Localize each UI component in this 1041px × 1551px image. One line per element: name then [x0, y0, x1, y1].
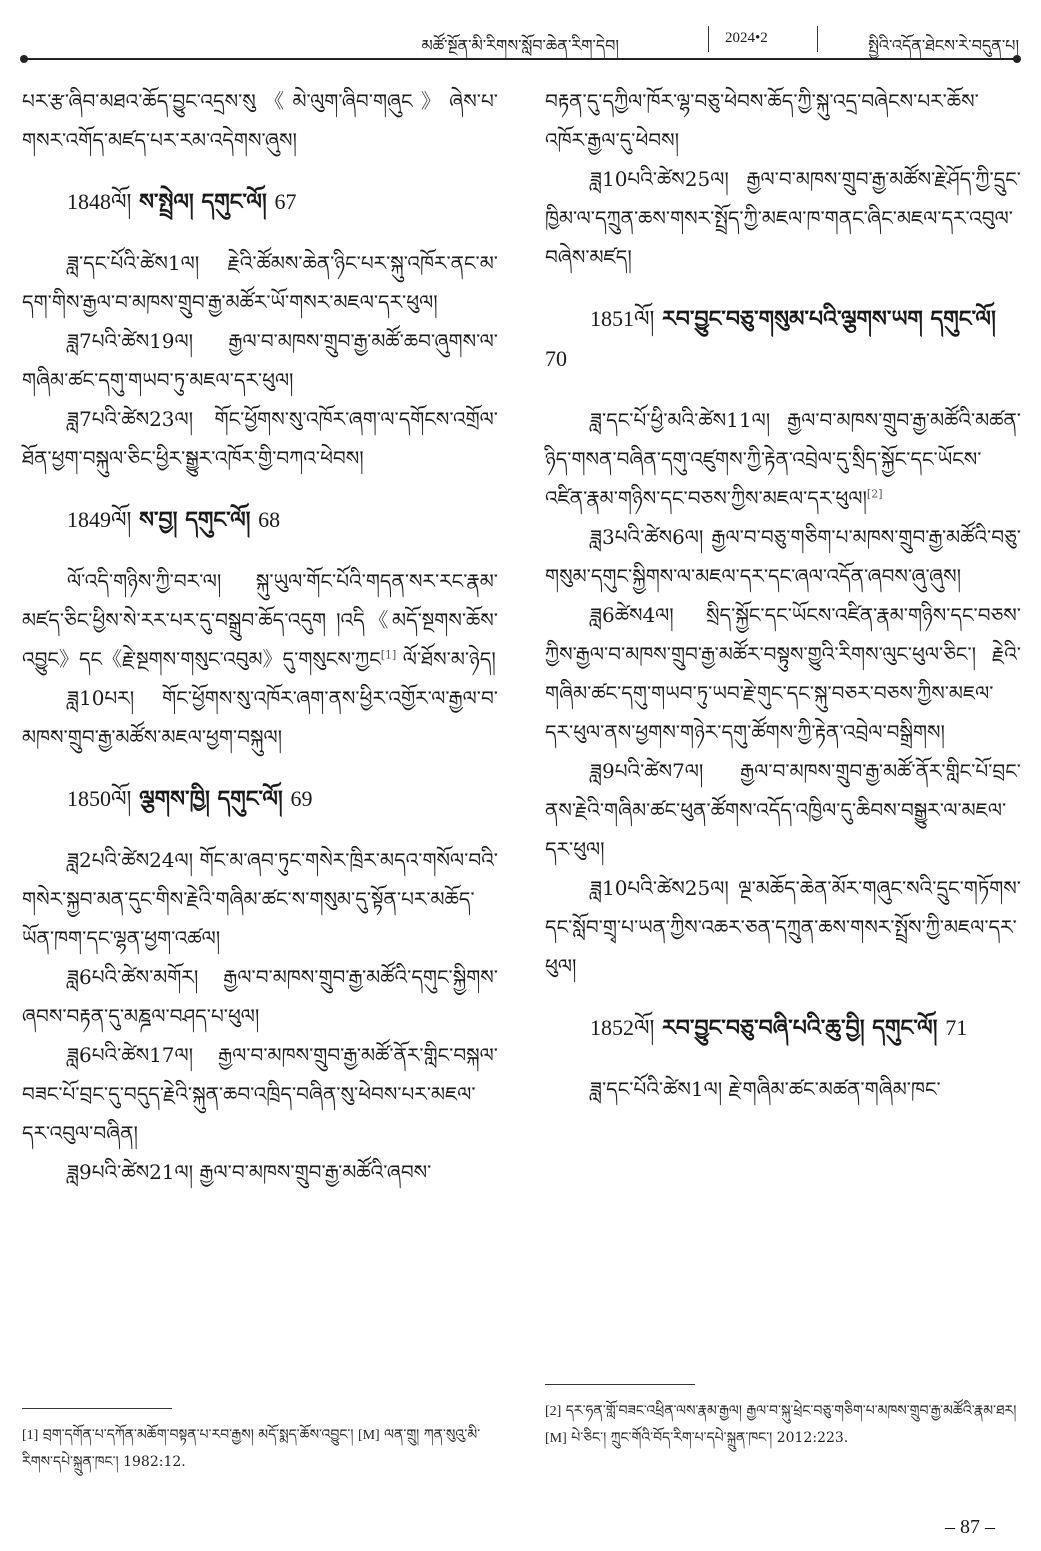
issue-number: 2024•2	[725, 30, 768, 46]
header-rule	[22, 58, 1019, 60]
section-heading-1852: 1852ལོ། རབ་བྱུང་བཅུ་བཞི་པའི་ཆུ་བྱི། དགུང་ལོ། 71	[590, 1015, 968, 1041]
paragraph: ཟླ9པའི་ཚེས21ལ། རྒྱལ་བ་མཁས་གྲུབ་རྒྱ་མཚོའི་ཞབས་	[67, 1160, 432, 1184]
paragraph: ཟླ6པའི་ཚེས17ལ། རྒྱལ་བ་མཁས་གྲུབ་རྒྱ་མཚོ་ནོར་གླིང་བསྐལ་བཟང་པོ་བྲང་དུ་བདུད་རྗེའི་སྐུན་ཆབ་འཁྲིད་བཞིན་སུ་ཕེབས་པར་མཇལ་དར་འབུལ་བཞིན།	[22, 1043, 498, 1145]
paragraph: ཟླ9པའི་ཚེས7ལ། རྒྱལ་བ་མཁས་གྲུབ་རྒྱ་མཚོ་ནོར་གླིང་པོ་བྲང་ནས་རྗེའི་གཞིམ་ཚང་ཕུན་ཚོགས་འདོད་འཁྱིལ་དུ་ཆིབས་བསྒྱུར་ལ་མཇལ་དར་ཕུལ།	[545, 759, 1021, 861]
footnote-rule	[545, 1384, 695, 1385]
section-heading-1851: 1851ལོ། རབ་བྱུང་བཅུ་གསུམ་པའི་ལྕགས་ཡག དགུང་ལོ། 70	[545, 306, 996, 371]
left-column	[22, 82, 498, 1192]
paragraph: ལོ་འདི་གཉིས་ཀྱི་བར་ལ། སྐུ་ཡུལ་གོང་པོའི་གདན་སར་རང་རྣམ་མཛད་ཅིང་ཕྱིས་སེ་རར་པར་དུ་བསྒྲུབ་ཆོད་འདུག །འདི《མདོ་སྔགས་ཆོས་འབྱུང》དང《རྗེ་སྔགས་གསུང་འབུམ》དུ་གསུངས་ཀྱང[1] ལོ་ཐོས་མ་ཉེད།	[22, 569, 498, 671]
section-heading-1849: 1849ལོ། ས་བྱ། དགུང་ལོ། 68	[67, 507, 281, 533]
paragraph: ཟླ10པའི་ཚེས25ལ། རྒྱལ་བ་མཁས་གྲུབ་རྒྱ་མཚོས་རྗེ་ཤོད་ཀྱི་དྲུང་ཁྱིམ་ལ་དཀྲུན་ཆས་གསར་སྤྲོད་ཀྱི་མཇལ་ཁ་གནང་ཞིང་མཇལ་དར་འབུལ་བཞེས་མཛད།	[545, 167, 1021, 269]
paragraph: ཟླ3པའི་ཚེས6ལ། རྒྱལ་བ་བཅུ་གཅིག་པ་མཁས་གྲུབ་རྒྱ་མཚོའི་བཅུ་གསུམ་དགུང་སྐྱིགས་ལ་མཇལ་དར་དང་ཞལ་འདོན་ཞབས་ཞུ་ཞུས།	[545, 525, 1021, 588]
paragraph: པར་རྩ་ཞིབ་མཐའ་ཆོད་བྱུང་འདྲས་སུ《མེ་ལུག་ཞིབ་གཞུང》ཞེས་པ་གསར་འགོད་མཛད་པར་རམ་འདེགས་ཞུས།	[22, 89, 498, 152]
header-separator	[708, 26, 709, 52]
footnote-2: [2] དར་ཧན་གློ་བཟང་འཕྲིན་ལས་རྣམ་རྒྱལ། རྒྱལ་བ་སྐུ་ཕྲེང་བཅུ་གཅིག་པ་མཁས་གྲུབ་རྒྱ་མཚོའི་རྣམ་ཐར། [M] པེ་ཅིང་། ཀྲུང་གོའི་བོད་རིག་པ་དཔེ་སྐྲུན་ཁང་། 2012:223.	[545, 1403, 1017, 1446]
footnote-1: [1] བྲག་དགོན་པ་དཀོན་མཆོག་བསྟན་པ་རབ་རྒྱས། མདོ་སྨད་ཆོས་འབྱུང་། [M] ལན་གྲུ། ཀན་སུའུ་མི་རིགས་དཔེ་སྐྲུན་ཁང་། 1982:12.	[22, 1427, 481, 1470]
paragraph: ཟླ7པའི་ཚེས19ལ། རྒྱལ་བ་མཁས་གྲུབ་རྒྱ་མཚོ་ཆབ་ཞུགས་ལ་གཞིམ་ཚང་དགུ་གཡབ་ཏུ་མཇལ་དར་ཕུལ།	[22, 329, 498, 392]
paragraph: ཟླ་དང་པོའི་ཚེས1ལ། རྗེའི་ཚོམས་ཆེན་ཉིང་པར་སྐུ་འཁོར་ནང་མ་དག་གིས་རྒྱལ་བ་མཁས་གྲུབ་རྒྱ་མཚོར་ཡོ་གསར་མཇལ་དར་ཕུལ།	[22, 251, 498, 314]
paragraph: ཟླ6ཚེས4ལ། སྲིད་སྐྱོང་དང་ཡོངས་འཛིན་རྣམ་གཉིས་དང་བཅས་ཀྱིས་རྒྱལ་བ་མཁས་གྲུབ་རྒྱ་མཚོར་བསྟུས་གྱུའི་རིགས་ལུང་ཕུལ་ཅིང་། རྗེའི་གཞིམ་ཚང་དགུ་གཡབ་ཏུ་ཡབ་རྗེ་གུང་དང་སྐུ་བཅར་བཅས་ཀྱིས་མཇལ་དར་ཕུལ་ནས་ཕྱགས་གཉེར་དགུ་ཚོགས་ཀྱི་རྟེན་འབྲེལ་བསྒྲིགས།	[545, 603, 1021, 744]
paragraph: ཟླ་དང་པོ་ཕྱི་མའི་ཚེས11ལ། རྒྱལ་བ་མཁས་གྲུབ་རྒྱ་མཚོའི་མཚན་ཉིད་གསན་བཞིན་དགུ་འཛུགས་ཀྱི་རྟེན་འབྲེལ་དུ་སྲིད་སྐྱོང་དང་ཡོངས་འཛིན་རྣམ་གཉིས་དང་བཅས་ཀྱིས་མཇལ་དར་ཕུལ།[2]	[545, 408, 1021, 510]
paragraph: ཟླ6པའི་ཚེས་མགོར། རྒྱལ་བ་མཁས་གྲུབ་རྒྱ་མཚོའི་དགུང་སྐྱིགས་ཞབས་བརྟན་དུ་མཎྜལ་བཤད་པ་ཕུལ།	[22, 965, 498, 1028]
header-separator	[817, 26, 818, 52]
paragraph: ཟླ་དང་པོའི་ཚེས1ལ། རྗེ་གཞིམ་ཚང་མཚན་གཞིམ་ཁང་	[590, 1077, 941, 1101]
paragraph: ཟླ7པའི་ཚེས23ལ། གོང་ཕྱོགས་སུ་འཁོར་ཞག་ལ་དགོངས་འགྲོལ་ཐོན་ཕྱག་བསྐུལ་ཅིང་ཕྱིར་སྒྱུར་འཁོར་གྱི་བཀའ་ཕེབས།	[22, 407, 498, 470]
right-column	[545, 82, 1021, 1109]
paragraph: ཟླ10པའི་ཚེས25ལ། ལྔ་མཆོད་ཆེན་མོར་གཞུང་སའི་དྲུང་གཏོགས་དང་སློབ་གྲྭ་པ་ཡན་ཀྱིས་འཆར་ཅན་དཀྲུན་ཆས་གསར་སྤྲོས་ཀྱི་མཇལ་དར་ཕུལ།	[545, 876, 1021, 978]
footnote-ref[interactable]: [2]	[866, 487, 883, 501]
footnote-ref[interactable]: [1]	[380, 648, 397, 662]
paragraph: ཟླ2པའི་ཚེས24ལ། གོང་མ་ཞབ་ཏུང་གསེར་ཁྲིར་མདའ་གསོལ་བའི་གསེར་སྐྱབ་མན་དུང་གིས་རྗེའི་གཞིམ་ཚང་ས་གསུམ་དུ་སྟོན་པར་མཆོད་ཡོན་ཁག་དང་ལྷན་ཕྱག་འཚལ།	[22, 848, 498, 950]
paragraph: བརྟན་དུ་དཀྱིལ་ཁོར་ལྷ་བཅུ་ཕེབས་ཆོད་ཀྱི་སྐུ་འདྲ་བཞེངས་པར་ཆོས་འཁོར་རྒྱལ་དུ་ཕེབས།	[545, 89, 979, 152]
footnote-rule	[22, 1408, 172, 1409]
journal-name: མཚོ་སྔོན་མི་རིགས་སློབ་ཆེན་རིག་དེབ།	[421, 36, 619, 55]
running-header	[22, 22, 1019, 62]
article-number: སྤྱིའི་འདོན་ཐེངས་རེ་བདུན་པ།	[868, 36, 1019, 55]
paragraph: ཟླ10པར། གོང་ཕྱོགས་སུ་འཁོར་ཞག་ནས་ཕྱིར་འགྱོར་ལ་རྒྱལ་བ་མཁས་གྲུབ་རྒྱ་མཚོས་མཇལ་ཕྱག་བསྐུལ།	[22, 686, 498, 749]
section-heading-1850: 1850ལོ། ལྕགས་ཁྱི། དགུང་ལོ། 69	[67, 786, 313, 812]
section-heading-1848: 1848ལོ། ས་སྤྲེལ། དགུང་ལོ། 67	[67, 189, 297, 215]
page-number: – 87 –	[945, 1516, 995, 1538]
